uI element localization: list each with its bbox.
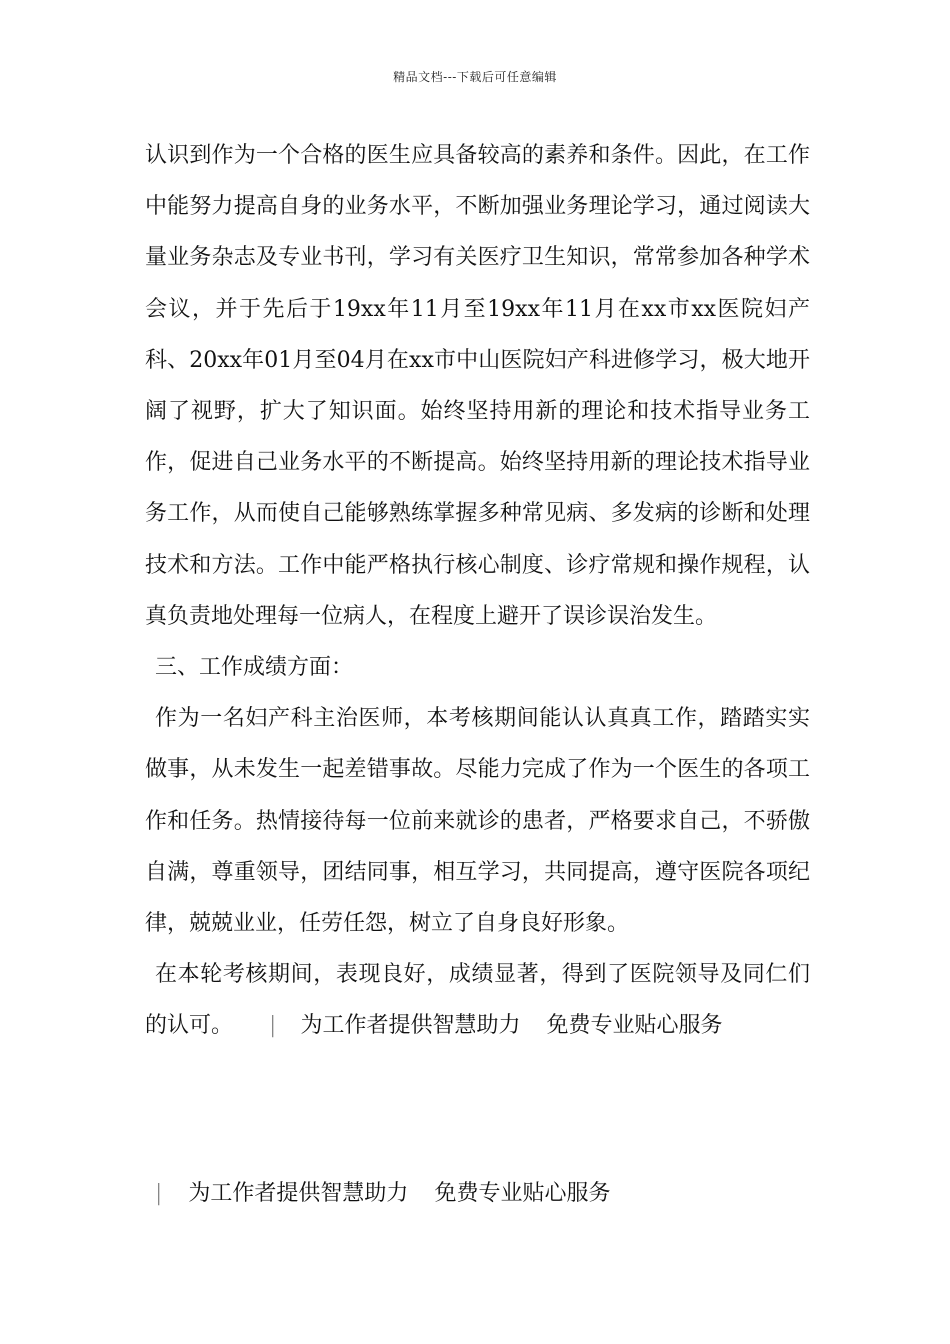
- inline-tagline: [300, 1013, 722, 1038]
- footer-tagline-part2: 免费专业贴心服务: [434, 1181, 611, 1206]
- section-heading-achievements: 三、工作成绩方面：: [155, 655, 354, 681]
- page-header: 精品文档---下载后可任意编辑: [393, 70, 557, 84]
- footer-tagline: [155, 1176, 610, 1207]
- paragraph-evaluation-text: 在本轮考核期间，表现良好，成绩显著，得到了医院领导及同仁们的认可。: [145, 962, 810, 1039]
- inline-tagline-part2: 免费专业贴心服务: [546, 1013, 723, 1039]
- paragraph-work-study: 认识到作为一个合格的医生应具备较高的素养和条件。因此，在工作中能努力提高自身的业务水平，不断加强业务理论学习，通过阅读大量业务杂志及专业书刊，学习有关医疗卫生知识，常常参加各种学术会议，并于先后于19xx年11月至19xx年11月在xx市xx医院妇产科、20xx年01月至04月在xx市中山医院妇产科进修学习，极大地开阔了视野，扩大了知识面。始终坚持用新的理论和技术指导业务工作，促进自己业务水平的不断提高。始终坚持用新的理论技术指导业务工作，从而使自己能够熟练掌握多种常见病、多发病的诊断和处理技术和方法。工作中能严格执行核心制度、诊疗常规和操作规程，认真负责地处理每一位病人，在程度上避开了误诊误治发生。: [145, 143, 810, 629]
- footer-tagline-part1: 为工作者提供智慧助力: [188, 1181, 409, 1206]
- paragraph-achievements: 作为一名妇产科主治医师，本考核期间能认认真真工作，踏踏实实做事，从未发生一起差错事故。尽能力完成了作为一个医生的各项工作和任务。热情接待每一位前来就诊的患者，严格要求自己，不骄傲自满，尊重领导，团结同事，相互学习，共同提高，遵守医院各项纪律，兢兢业业，任劳任怨，树立了自身良好形象。: [145, 706, 810, 937]
- inline-separator: |: [269, 1013, 277, 1039]
- footer-separator: |: [155, 1181, 163, 1206]
- paragraph-evaluation: [145, 949, 810, 1051]
- inline-tagline-part1: 为工作者提供智慧助力: [300, 1013, 521, 1039]
- document-body: [145, 130, 810, 1052]
